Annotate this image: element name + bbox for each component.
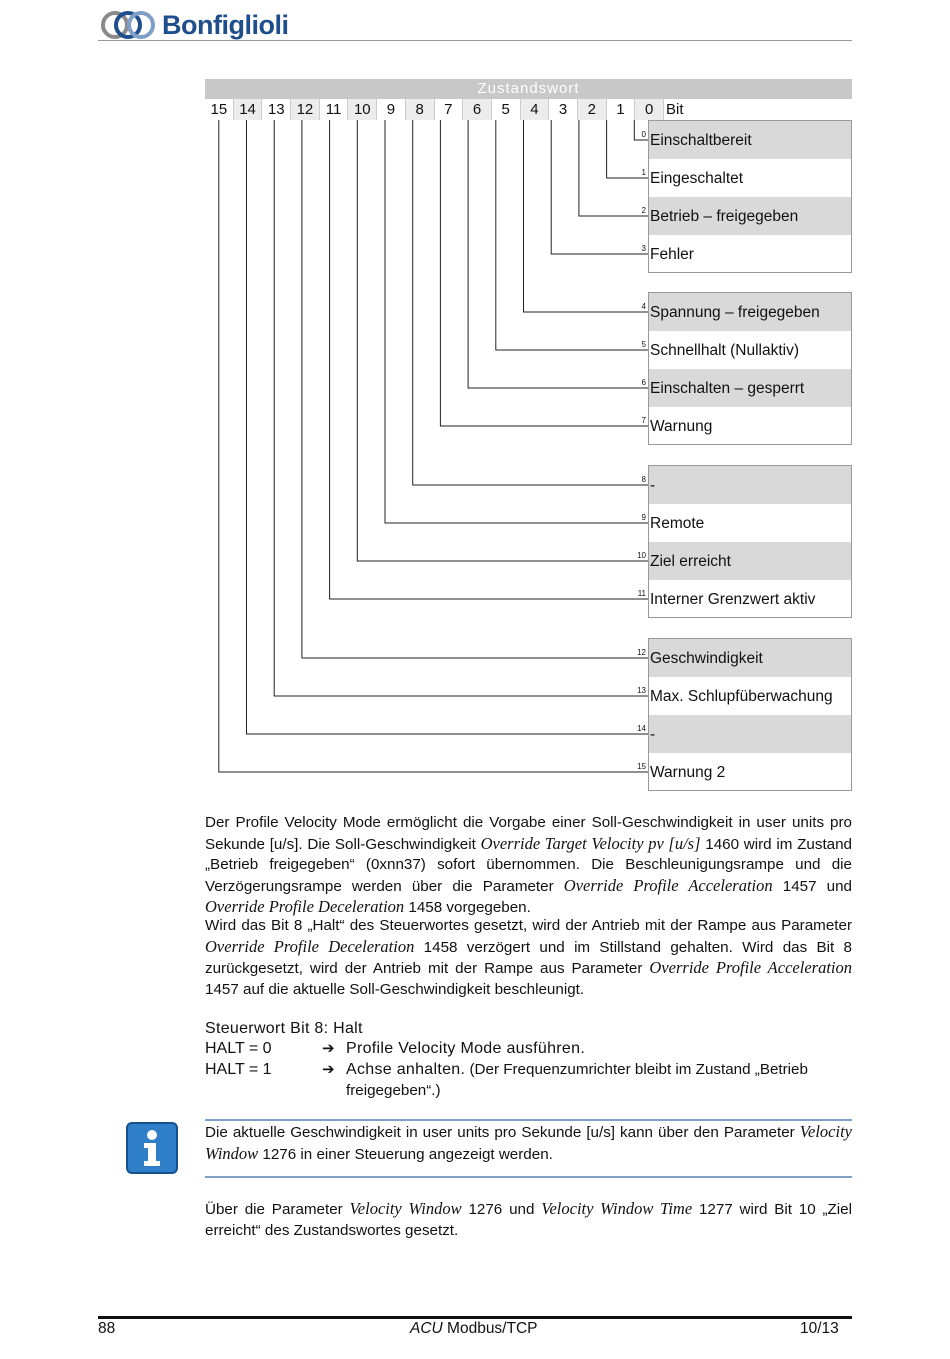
bit-connector-line	[357, 120, 648, 561]
bit-header-cell: 14	[234, 99, 263, 120]
paragraph-profile-velocity	[205, 813, 852, 919]
status-word-title: Zustandswort	[205, 79, 852, 99]
text: 1458 verzögert und im Stillstand gehalten. Wird das Bit 8 zurückgesetzt, wird der Antrieb mit der Rampe aus Parameter	[205, 938, 852, 978]
bit-label: Eingeschaltet	[650, 170, 744, 187]
bit-label: Interner Grenzwert aktiv	[650, 591, 816, 608]
bit-header-cell: 9	[377, 99, 406, 120]
bit-header-cell: 10	[348, 99, 377, 120]
bit-label: Warnung	[650, 418, 713, 435]
bit-header-cell: 6	[463, 99, 492, 120]
text: 1457 und	[772, 877, 852, 895]
arrow-right-icon: ➔	[322, 1061, 335, 1078]
bit-label: Fehler	[650, 246, 694, 263]
bit-header-cell: 1	[607, 99, 636, 120]
bit-header-cell: 8	[406, 99, 435, 120]
bit-connector-line	[274, 120, 648, 696]
halt-heading: Steuerwort Bit 8: Halt	[205, 1020, 363, 1037]
bit-header-cell: 0	[635, 99, 664, 120]
text: 1277 wird Bit 10 „Ziel erreicht“ des Zustandswortes gesetzt.	[205, 1201, 852, 1239]
bit-connector-line	[634, 120, 648, 140]
bit-number: 1	[641, 168, 646, 177]
bit-number: 7	[641, 416, 646, 425]
bit-header-cell: 12	[291, 99, 320, 120]
paragraph-velocity-window	[205, 1199, 852, 1241]
bit-label: Remote	[650, 515, 705, 532]
footer-divider	[98, 1316, 852, 1319]
bit-number: 13	[637, 686, 646, 695]
note-bottom-rule	[205, 1176, 852, 1178]
info-icon	[126, 1122, 178, 1174]
text: 1460 wird im Zustand „Betrieb freigegeben“ (0xnn37) sofort übernommen. Die Beschleunigungsrampe und die Verzögerungsrampe werden über die Parameter	[205, 835, 853, 895]
parameter-name: Override Profile Acceleration	[649, 958, 852, 978]
bit-header-cell: 7	[435, 99, 464, 120]
bit-label: Geschwindigkeit	[650, 650, 763, 667]
bit-number: 9	[641, 513, 646, 522]
text: Der Profile Velocity Mode ermöglicht die Vorgabe einer Soll-Geschwindigkeit in user units pro Sekunde [u/s]. Die Soll-Geschwindigkeit	[205, 814, 852, 853]
text: Modbus/TCP	[442, 1320, 538, 1337]
bit-number: 14	[637, 724, 646, 733]
parameter-name: Velocity Window	[205, 1122, 852, 1163]
bit-number: 0	[641, 130, 646, 139]
bit-label: Ziel erreicht	[650, 553, 731, 570]
bit-connector-line	[413, 120, 648, 485]
bit-connector-line	[607, 120, 648, 178]
bit-number: 11	[637, 589, 646, 598]
parameter-name: Override Profile Acceleration	[563, 875, 773, 895]
parameter-name: Override Target Velocity pv [u/s]	[480, 833, 701, 853]
bit-header-cell: 15	[205, 99, 234, 120]
parameter-name: Override Profile Deceleration	[205, 897, 405, 917]
bit-label: Spannung – freigegeben	[650, 304, 820, 321]
bit-connector-line	[579, 120, 648, 216]
bit-connector-line	[302, 120, 648, 658]
bit-header-cell: 4	[521, 99, 550, 120]
paragraph-halt-bit	[205, 916, 852, 1000]
footer-product	[410, 1320, 538, 1338]
parameter-name: Velocity Window	[349, 1199, 462, 1218]
footer-date: 10/13	[800, 1320, 839, 1337]
halt-0-key: HALT = 0	[205, 1040, 272, 1057]
bit-number: 10	[637, 551, 646, 560]
bit-number: 6	[641, 378, 646, 387]
bit-connector-line	[219, 120, 648, 772]
note-top-rule	[205, 1119, 852, 1121]
text: Die aktuelle Geschwindigkeit in user units pro Sekunde [u/s] kann über den Parameter	[205, 1124, 800, 1141]
halt-0-text: Profile Velocity Mode ausführen.	[346, 1040, 586, 1057]
bit-number: 5	[641, 340, 646, 349]
arrow-right-icon: ➔	[322, 1040, 335, 1057]
bit-number: 8	[641, 475, 646, 484]
bit-header-cell: 11	[320, 99, 349, 120]
text: Achse anhalten.	[346, 1061, 466, 1078]
bit-header-cell: 13	[262, 99, 291, 120]
text: 1276 in einer Steuerung angezeigt werden.	[258, 1145, 553, 1163]
parameter-name: Override Profile Deceleration	[205, 936, 415, 956]
bit-label: Warnung 2	[650, 764, 726, 781]
bit-header-label: Bit	[666, 101, 684, 118]
bit-number: 12	[637, 648, 646, 657]
text: Wird das Bit 8 „Halt“ des Steuerwortes gesetzt, wird der Antrieb mit der Rampe aus Parameter	[205, 917, 852, 934]
info-glyph-icon	[134, 1128, 170, 1168]
bit-label: -	[650, 726, 656, 743]
halt-1-text	[346, 1060, 831, 1101]
note-text	[205, 1122, 852, 1165]
bit-connector-line	[440, 120, 648, 426]
text: 1276 und	[461, 1201, 542, 1218]
text: 1457 auf die aktuelle Soll-Geschwindigkeit beschleunigt.	[205, 980, 585, 998]
text: ACU	[410, 1320, 443, 1337]
bit-connector-line	[247, 120, 649, 734]
bit-label: Betrieb – freigegeben	[650, 208, 799, 225]
text: Über die Parameter	[205, 1201, 350, 1218]
brand-name: Bonfiglioli	[162, 9, 289, 40]
bit-header-cell: 2	[578, 99, 607, 120]
bit-connector-line	[551, 120, 648, 254]
bit-label: Einschalten – gesperrt	[650, 380, 805, 397]
bit-label: Max. Schlupfüberwachung	[650, 688, 833, 705]
bit-header-cell: 5	[492, 99, 521, 120]
bit-number: 15	[637, 762, 646, 771]
bit-header-cell: 3	[549, 99, 578, 120]
page-number: 88	[98, 1320, 116, 1337]
parameter-name: Velocity Window Time	[541, 1199, 693, 1218]
bit-number: 2	[641, 206, 646, 215]
bit-number: 3	[641, 244, 646, 253]
text: 1458 vorgegeben.	[404, 899, 531, 917]
bit-connector-line	[496, 120, 648, 350]
bit-number: 4	[641, 302, 646, 311]
halt-1-key: HALT = 1	[205, 1061, 272, 1078]
text: (Der Frequenzumrichter bleibt im Zustand „Betrieb freigegeben“.)	[346, 1061, 808, 1099]
bit-label: Einschaltbereit	[650, 132, 752, 149]
bit-connector-line	[385, 120, 648, 523]
bit-label: -	[650, 477, 656, 494]
bit-connector-line	[330, 120, 648, 599]
bit-label: Schnellhalt (Nullaktiv)	[650, 342, 800, 359]
